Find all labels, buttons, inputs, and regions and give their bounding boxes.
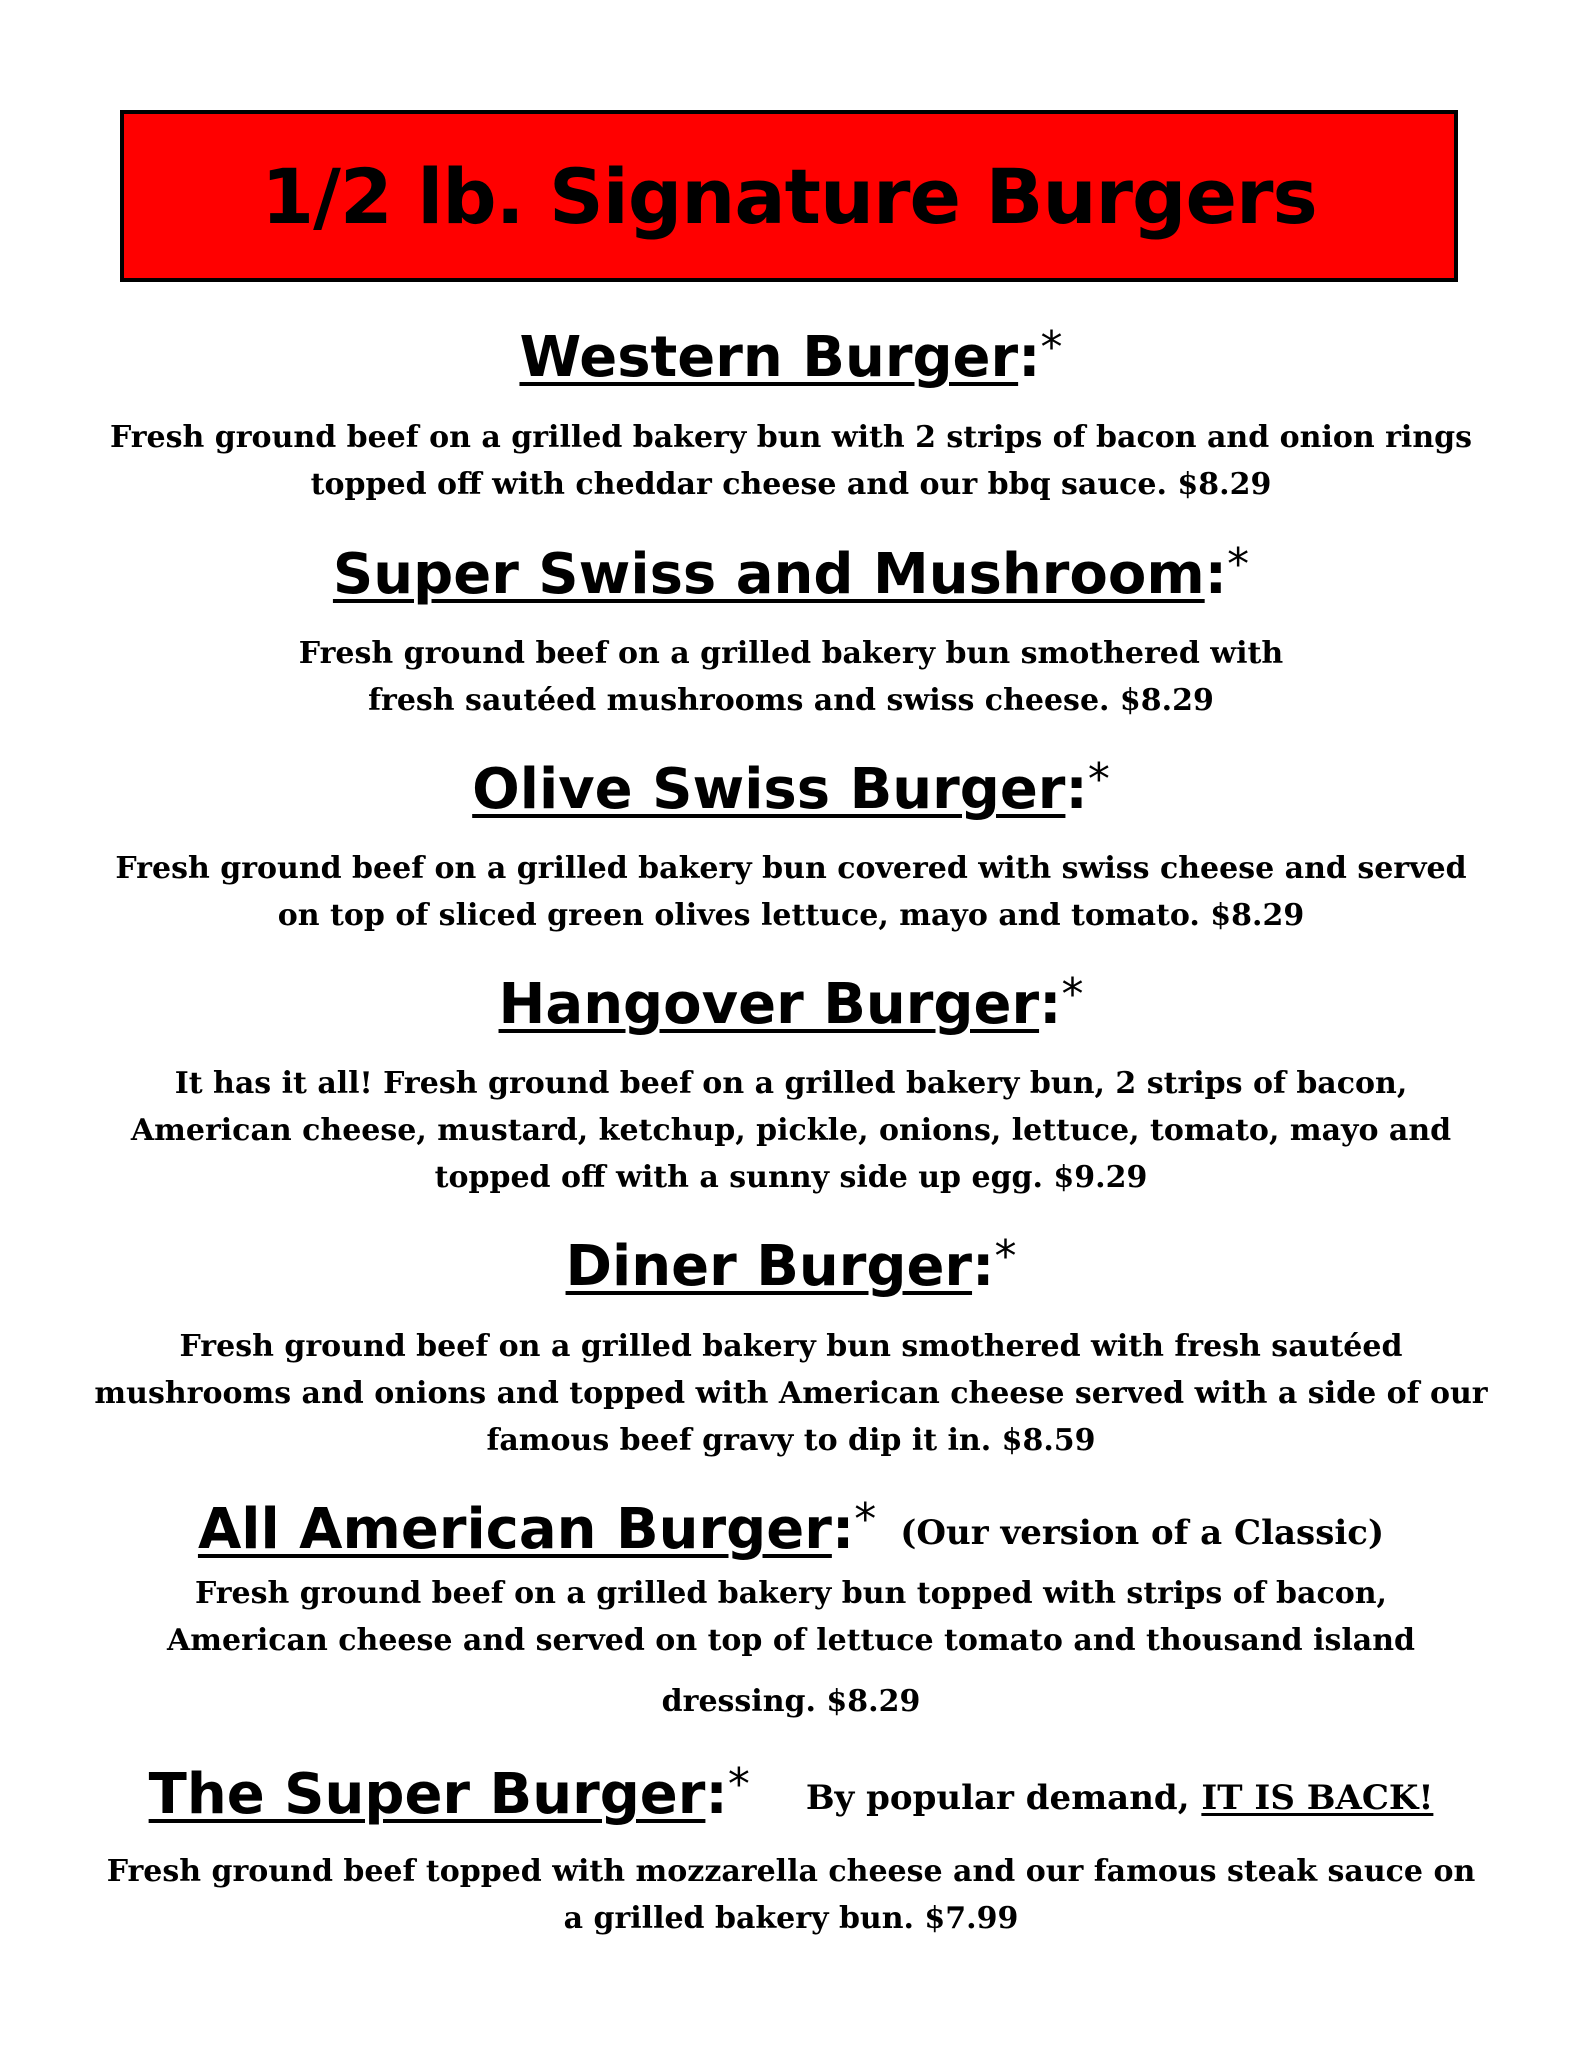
item-name: Super Swiss and Mushroom xyxy=(332,542,1205,607)
item-name: Diner Burger xyxy=(565,1234,973,1299)
item-colon: : xyxy=(1065,757,1088,822)
item-description xyxy=(80,1848,1502,1942)
description-line: a grilled bakery bun. $7.99 xyxy=(563,1901,1019,1936)
item-description xyxy=(80,1323,1502,1464)
item-colon: : xyxy=(1018,325,1041,390)
item-asterisk: * xyxy=(854,1494,877,1545)
page-title: 1/2 lb. Signature Burgers xyxy=(261,151,1317,241)
item-asterisk: * xyxy=(994,1231,1017,1282)
item-description xyxy=(80,630,1502,724)
item-description xyxy=(80,845,1502,939)
description-line: Fresh ground beef on a grilled bakery bun with 2 strips of bacon and onion rings xyxy=(109,420,1473,455)
item-aside-note: (Our version of a Classic) xyxy=(900,1513,1385,1553)
description-line: Fresh ground beef on a grilled bakery bun topped with strips of bacon, xyxy=(194,1576,1388,1611)
item-colon: : xyxy=(1204,542,1228,607)
item-name: All American Burger xyxy=(197,1497,832,1562)
item-name: Hangover Burger xyxy=(498,972,1040,1037)
description-line: Fresh ground beef on a grilled bakery bun smothered with xyxy=(298,636,1284,671)
description-line: Fresh ground beef on a grilled bakery bun covered with swiss cheese and served xyxy=(115,851,1467,886)
description-line: topped off with cheddar cheese and our bbq sauce. $8.29 xyxy=(310,467,1272,502)
description-line: American cheese, mustard, ketchup, pickle, onions, lettuce, tomato, mayo and xyxy=(130,1113,1452,1148)
item-asterisk: * xyxy=(1061,969,1084,1020)
item-asterisk: * xyxy=(1227,539,1250,590)
item-description xyxy=(80,414,1502,508)
item-colon: : xyxy=(831,1497,855,1562)
aside-text: By popular demand, xyxy=(805,1778,1202,1818)
item-colon: : xyxy=(972,1234,995,1299)
item-name: Western Burger xyxy=(519,325,1019,390)
item-asterisk: * xyxy=(727,1759,750,1810)
item-colon: : xyxy=(1039,972,1062,1037)
description-line: It has it all! Fresh ground beef on a grilled bakery bun, 2 strips of bacon, xyxy=(174,1066,1408,1101)
item-heading xyxy=(0,313,1582,393)
title-banner xyxy=(120,110,1458,282)
item-heading xyxy=(0,1485,1582,1568)
item-name: Olive Swiss Burger xyxy=(472,757,1066,822)
description-line: Fresh ground beef on a grilled bakery bun smothered with fresh sautéed xyxy=(179,1329,1403,1364)
item-aside-note xyxy=(806,1778,1434,1818)
item-heading xyxy=(0,530,1582,610)
item-name: The Super Burger xyxy=(148,1762,706,1827)
item-heading xyxy=(0,745,1582,825)
description-line: American cheese and served on top of lettuce tomato and thousand island xyxy=(166,1623,1416,1658)
description-line: topped off with a sunny side up egg. $9.29 xyxy=(434,1160,1148,1195)
item-description xyxy=(80,1570,1502,1725)
item-asterisk: * xyxy=(1087,754,1110,805)
item-heading xyxy=(0,1222,1582,1302)
description-line: dressing. $8.29 xyxy=(661,1684,921,1719)
aside-emphasis: IT IS BACK! xyxy=(1201,1778,1434,1818)
item-heading xyxy=(0,1750,1582,1833)
description-line: mushrooms and onions and topped with American cheese served with a side of our xyxy=(94,1376,1488,1411)
description-line: on top of sliced green olives lettuce, mayo and tomato. $8.29 xyxy=(277,898,1305,933)
description-line: famous beef gravy to dip it in. $8.59 xyxy=(486,1423,1096,1458)
item-colon: : xyxy=(705,1762,728,1827)
description-line: Fresh ground beef topped with mozzarella cheese and our famous steak sauce on xyxy=(106,1854,1476,1889)
item-asterisk: * xyxy=(1040,322,1063,373)
description-line: fresh sautéed mushrooms and swiss cheese. $8.29 xyxy=(368,683,1214,718)
item-description xyxy=(80,1060,1502,1201)
item-heading xyxy=(0,960,1582,1040)
